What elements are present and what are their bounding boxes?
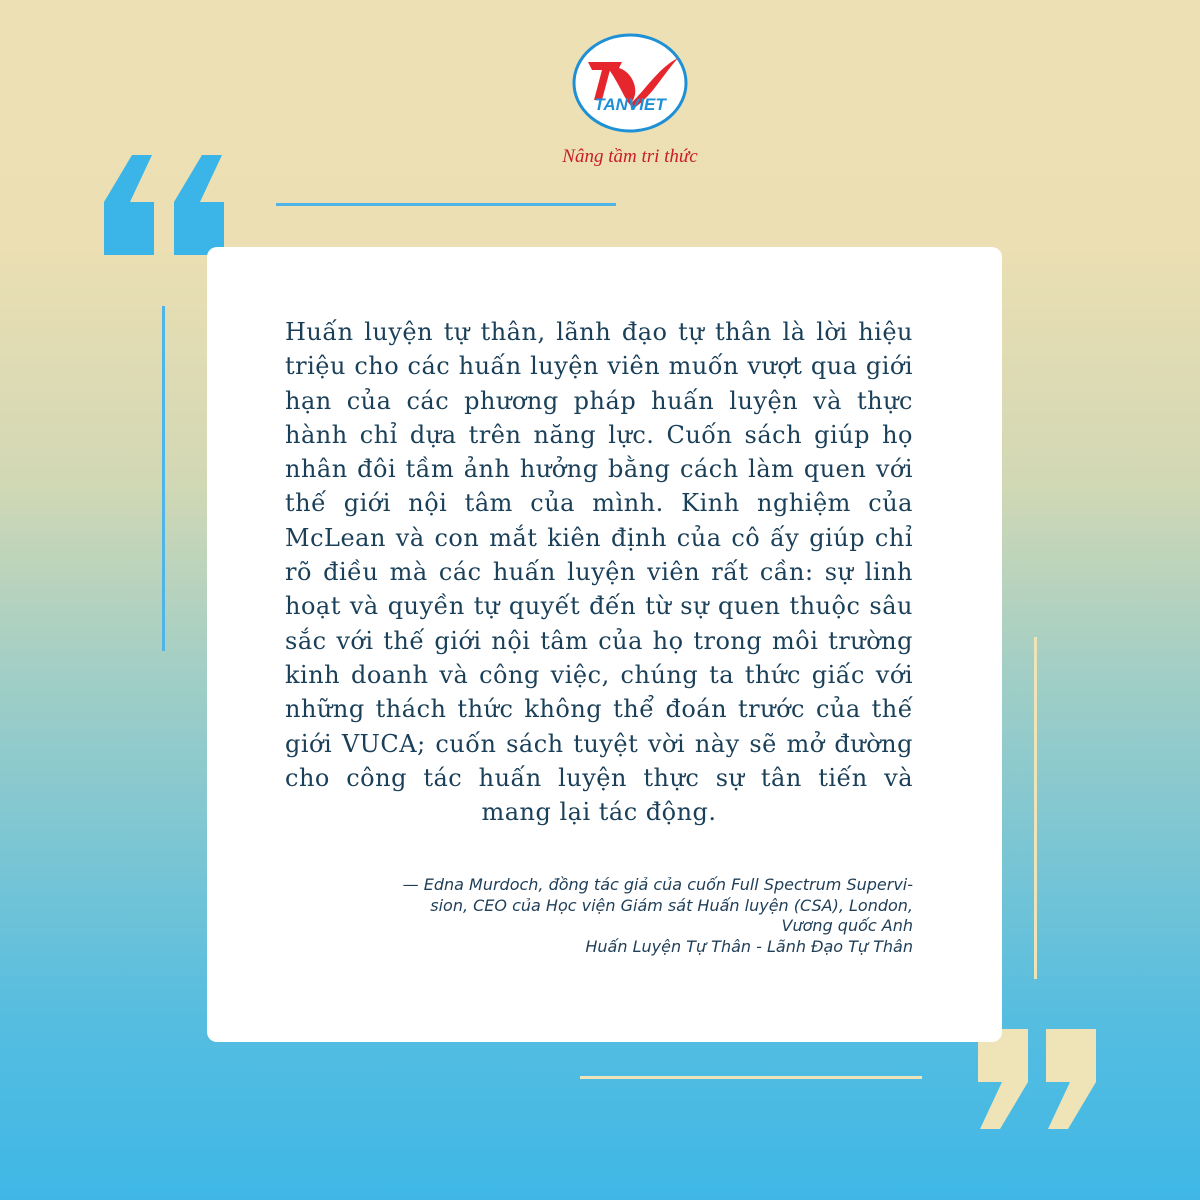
attribution-line-3: Vương quốc Anh — [781, 916, 913, 935]
attribution — [285, 875, 913, 957]
open-quote-icon — [100, 150, 228, 260]
book-title: Huấn Luyện Tự Thân - Lãnh Đạo Tự Thân — [585, 936, 913, 956]
quote-card — [207, 247, 1002, 1042]
attribution-line-2: sion, CEO của Học viện Giám sát Huấn luyện (CSA), London, — [430, 895, 913, 915]
svg-text:TANVIET: TANVIET — [594, 95, 666, 114]
top-divider-line — [276, 203, 616, 206]
right-divider-line — [1034, 637, 1037, 979]
quote-text: Huấn luyện tự thân, lãnh đạo tự thân là lời hiệu triệu cho các huấn luyện viên muốn vượt qua giới hạn của các phương pháp huấn luyện và thực hành chỉ dựa trên năng lực. Cuốn sách giúp họ nhân đôi tầm ảnh hưởng bằng cách làm quen với thế giới nội tâm của mình. Kinh nghiệm của McLean và con mắt kiên định của cô ấy giúp chỉ rõ điều mà các huấn luyện viên rất cần: sự linh hoạt và quyền tự quyết đến từ sự quen thuộc sâu sắc với thế giới nội tâm của họ trong môi trường kinh doanh và công việc, chúng ta thức giấc với những thách thức không thể đoán trước của thế giới VUCA; cuốn sách tuyệt vời này sẽ mở đường cho công tác huấn luyện thực sự tân tiến và mang lại tác động. — [285, 318, 913, 827]
attribution-line-1: — Edna Murdoch, đồng tác giả của cuốn Full Spectrum Supervi- — [402, 875, 913, 894]
bottom-divider-line — [580, 1076, 922, 1079]
brand-tagline: Nâng tầm tri thức — [562, 146, 698, 167]
left-divider-line — [162, 306, 165, 651]
tanviet-logo — [570, 32, 690, 134]
